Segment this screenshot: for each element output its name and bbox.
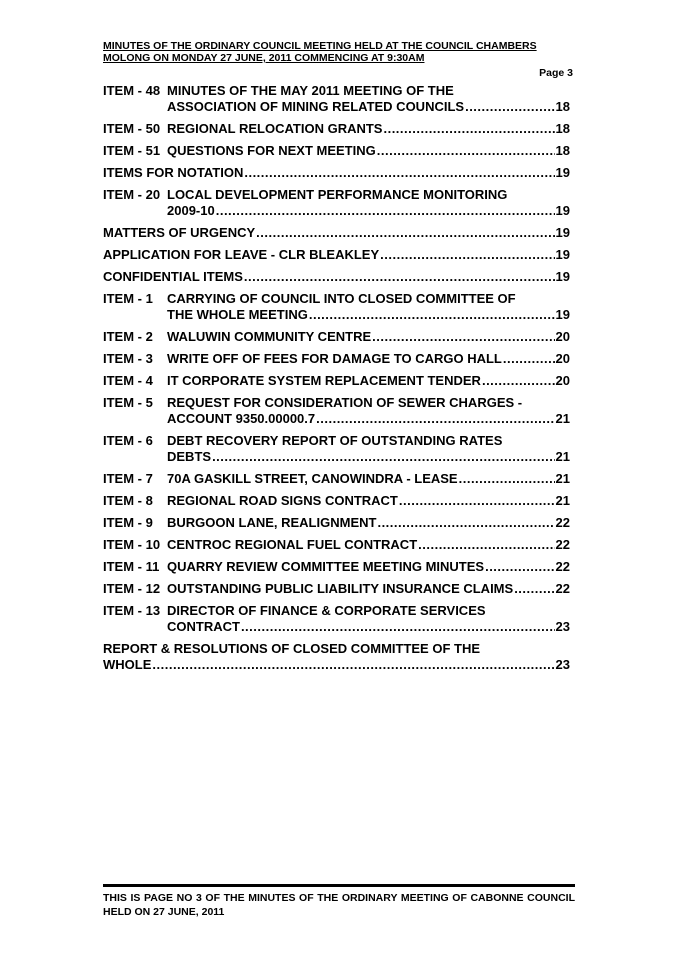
toc-entry <box>103 493 570 509</box>
toc-entry <box>103 471 570 487</box>
page-number: Page 3 <box>539 67 573 79</box>
toc-page-number: 22 <box>555 515 570 530</box>
toc-entry <box>103 373 570 389</box>
toc-item-number: ITEM - 50 <box>103 121 161 136</box>
toc-page-number: 23 <box>555 619 570 634</box>
toc-entry <box>103 121 570 137</box>
toc-page-number: 19 <box>555 203 570 218</box>
toc-item-title-continued: CONTRACT <box>167 619 240 634</box>
toc-item-title: CARRYING OF COUNCIL INTO CLOSED COMMITTEE OF <box>167 291 516 306</box>
toc-item-title-continued: DEBTS <box>167 449 212 464</box>
toc-item-title: CENTROC REGIONAL FUEL CONTRACT <box>167 537 418 552</box>
toc-leader-dots <box>241 619 555 635</box>
toc-item-title: REGIONAL RELOCATION GRANTS <box>167 121 383 136</box>
toc-page-number: 23 <box>555 657 570 672</box>
toc-page-number: 19 <box>555 165 570 180</box>
toc-item-number: ITEM - 48 <box>103 83 161 98</box>
toc-item-title: DIRECTOR OF FINANCE & CORPORATE SERVICES <box>167 603 486 618</box>
toc-item-number: ITEM - 9 <box>103 515 153 530</box>
toc-leader-dots <box>212 449 554 465</box>
toc-item-title: IT CORPORATE SYSTEM REPLACEMENT TENDER <box>167 373 481 388</box>
toc-entry <box>103 143 570 159</box>
toc-entry <box>103 329 570 345</box>
toc-item-number: ITEM - 4 <box>103 373 153 388</box>
toc-heading: APPLICATION FOR LEAVE - CLR BLEAKLEY <box>103 247 380 262</box>
toc-entry <box>103 269 570 285</box>
toc-entry <box>103 537 570 553</box>
header-line-1: MINUTES OF THE ORDINARY COUNCIL MEETING HELD AT THE COUNCIL CHAMBERS <box>103 40 537 52</box>
toc-item-number: ITEM - 7 <box>103 471 153 486</box>
table-of-contents <box>103 83 570 679</box>
toc-item-number: ITEM - 11 <box>103 559 160 574</box>
toc-heading: CONFIDENTIAL ITEMS <box>103 269 243 284</box>
toc-item-title: 70A GASKILL STREET, CANOWINDRA - LEASE <box>167 471 458 486</box>
toc-page-number: 20 <box>555 329 570 344</box>
toc-item-title: WRITE OFF OF FEES FOR DAMAGE TO CARGO HALL <box>167 351 502 366</box>
toc-item-title-continued: THE WHOLE MEETING <box>167 307 308 322</box>
toc-page-number: 18 <box>555 143 570 158</box>
toc-entry <box>103 247 570 263</box>
toc-leader-dots <box>216 203 555 219</box>
toc-entry <box>103 187 570 219</box>
toc-leader-dots <box>309 307 555 323</box>
toc-leader-dots <box>377 515 554 531</box>
toc-entry <box>103 83 570 115</box>
toc-item-number: ITEM - 12 <box>103 581 161 596</box>
toc-entry <box>103 395 570 427</box>
toc-item-number: ITEM - 8 <box>103 493 153 508</box>
toc-item-number: ITEM - 13 <box>103 603 161 618</box>
toc-item-title: LOCAL DEVELOPMENT PERFORMANCE MONITORING <box>167 187 508 202</box>
toc-heading: REPORT & RESOLUTIONS OF CLOSED COMMITTEE OF THE <box>103 641 481 656</box>
toc-entry <box>103 581 570 597</box>
toc-leader-dots <box>244 269 555 285</box>
toc-heading: MATTERS OF URGENCY <box>103 225 256 240</box>
toc-page-number: 18 <box>555 99 570 114</box>
toc-entry <box>103 515 570 531</box>
toc-leader-dots <box>465 99 554 115</box>
toc-entry <box>103 603 570 635</box>
toc-item-title: REGIONAL ROAD SIGNS CONTRACT <box>167 493 398 508</box>
toc-page-number: 19 <box>555 269 570 284</box>
toc-page-number: 22 <box>555 559 570 574</box>
toc-page-number: 19 <box>555 225 570 240</box>
toc-entry <box>103 433 570 465</box>
toc-page-number: 21 <box>555 493 570 508</box>
toc-leader-dots <box>482 373 555 389</box>
toc-leader-dots <box>485 559 554 575</box>
header-line-2: MOLONG ON MONDAY 27 JUNE, 2011 COMMENCING AT 9:30AM <box>103 52 425 64</box>
toc-page-number: 20 <box>555 351 570 366</box>
toc-page-number: 21 <box>555 411 570 426</box>
page-footer: THIS IS PAGE NO 3 OF THE MINUTES OF THE ORDINARY MEETING OF CABONNE COUNCIL HELD ON 27 JUNE, 2011 <box>103 892 575 918</box>
toc-leader-dots <box>244 165 554 181</box>
toc-page-number: 22 <box>555 537 570 552</box>
toc-item-title: QUESTIONS FOR NEXT MEETING <box>167 143 376 158</box>
toc-item-title: QUARRY REVIEW COMMITTEE MEETING MINUTES <box>167 559 485 574</box>
toc-entry <box>103 291 570 323</box>
toc-item-number: ITEM - 1 <box>103 291 153 306</box>
toc-leader-dots <box>372 329 554 345</box>
toc-page-number: 19 <box>555 247 570 262</box>
toc-item-title: BURGOON LANE, REALIGNMENT <box>167 515 377 530</box>
toc-leader-dots <box>380 247 554 263</box>
toc-item-number: ITEM - 2 <box>103 329 153 344</box>
toc-item-number: ITEM - 3 <box>103 351 153 366</box>
toc-leader-dots <box>399 493 555 509</box>
toc-page-number: 21 <box>555 471 570 486</box>
toc-entry <box>103 641 570 673</box>
toc-item-number: ITEM - 6 <box>103 433 153 448</box>
toc-page-number: 19 <box>555 307 570 322</box>
toc-entry <box>103 351 570 367</box>
toc-item-number: ITEM - 10 <box>103 537 161 552</box>
toc-page-number: 18 <box>555 121 570 136</box>
toc-leader-dots <box>418 537 554 553</box>
toc-heading: ITEMS FOR NOTATION <box>103 165 244 180</box>
toc-item-number: ITEM - 20 <box>103 187 161 202</box>
toc-leader-dots <box>514 581 554 597</box>
toc-entry <box>103 225 570 241</box>
toc-item-title: DEBT RECOVERY REPORT OF OUTSTANDING RATES <box>167 433 503 448</box>
footer-divider <box>103 884 575 887</box>
toc-leader-dots <box>152 657 554 673</box>
toc-leader-dots <box>459 471 555 487</box>
toc-item-title: MINUTES OF THE MAY 2011 MEETING OF THE <box>167 83 454 98</box>
toc-leader-dots <box>503 351 555 367</box>
toc-leader-dots <box>377 143 555 159</box>
toc-item-title-continued: ASSOCIATION OF MINING RELATED COUNCILS <box>167 99 465 114</box>
toc-page-number: 22 <box>555 581 570 596</box>
toc-item-number: ITEM - 5 <box>103 395 153 410</box>
toc-entry <box>103 559 570 575</box>
toc-page-number: 21 <box>555 449 570 464</box>
toc-item-title: WALUWIN COMMUNITY CENTRE <box>167 329 372 344</box>
toc-item-title-continued: 2009-10 <box>167 203 215 218</box>
toc-heading-continued: WHOLE <box>103 657 152 672</box>
toc-leader-dots <box>316 411 554 427</box>
page-header <box>103 40 575 64</box>
toc-page-number: 20 <box>555 373 570 388</box>
toc-item-title: OUTSTANDING PUBLIC LIABILITY INSURANCE CLAIMS <box>167 581 514 596</box>
toc-leader-dots <box>383 121 554 137</box>
toc-item-title: REQUEST FOR CONSIDERATION OF SEWER CHARGES - <box>167 395 523 410</box>
toc-item-number: ITEM - 51 <box>103 143 161 158</box>
toc-entry <box>103 165 570 181</box>
toc-item-title-continued: ACCOUNT 9350.00000.7 <box>167 411 316 426</box>
toc-leader-dots <box>256 225 554 241</box>
